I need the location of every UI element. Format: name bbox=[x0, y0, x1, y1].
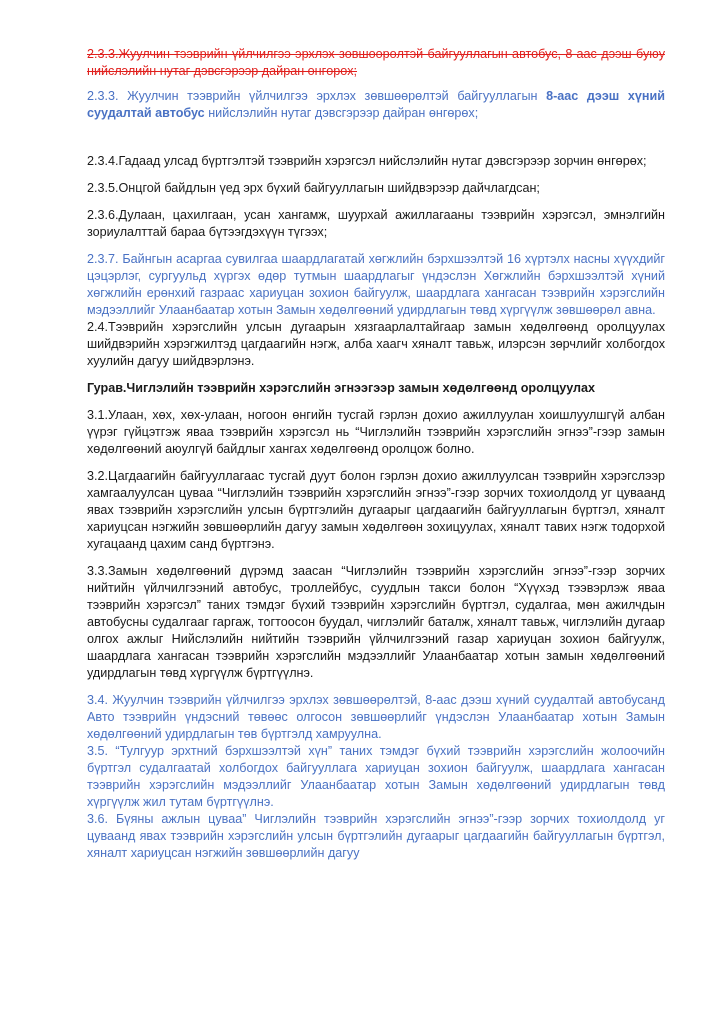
paragraph-2-3-3-text-c: нийслэлийн нутаг дэвсгэрээр дайран өнгөрөх; bbox=[204, 106, 479, 120]
paragraph-3-6: 3.6. Бүяны ажлын цуваа” Чиглэлийн тээврийн хэрэгслийн эгнээ”-гээр зорчих тохиолдолд уг цуваанд явах тээврийн хэрэгслийн улсын бүртгэлийн дугаарыг цагдаагийн байгууллагын бүртгэл, хяналт хариуцсан нэгжийн зөвшөөрлийн дагуу bbox=[87, 812, 665, 860]
paragraph-2-3-3-revised bbox=[87, 88, 665, 122]
paragraph-2-3-3-deleted: 2.3.3.Жуулчин тээврийн үйлчилгээ эрхлэх зөвшөөрөлтэй байгууллагын автобус, 8-аас дээш буюу нийслэлийн нутаг дэвсгэрээр дайран өнгөрөх; bbox=[87, 47, 665, 78]
paragraph-2-3-5: 2.3.5.Онцгой байдлын үед эрх бүхий байгууллагын шийдвэрээр дайчлагдсан; bbox=[87, 181, 540, 195]
paragraph-3-5: 3.5. “Тулгуур эрхтний бэрхшээлтэй хүн” таних тэмдэг бүхий тээврийн хэрэгслийн жолоочийн бүртгэл судалгаатай холбогдох байгууллага хариуцан зохион байгуулж, шаардлага хангасан тээврийн хэрэгслийн мэдээллийг Улаанбаатар хотын Замын хөдөлгөөний удирдлагын төвд хүргүүлж жил тутам бүртгүүлнэ. bbox=[87, 744, 665, 809]
paragraph-3-2: 3.2.Цагдаагийн байгууллагаас тусгай дуут болон гэрлэн дохио ажиллуулсан тээврийн хэрэгслээр хамгаалуулсан цуваа “Чиглэлийн тээврийн хэрэгслийн эгнээ”-гээр зорчих тохиолдолд уг цуваанд явах тээврийн хэрэгслийн улсын бүртгэлийн дугаарыг цагдаагийн байгууллагын бүртгэл, хяналт хариуцсан нэгжийн зөвшөөрлийн дагуу замын хөдөлгөөн зохицуулах, хяналт тавих нэгж тодорхой хугацаанд цахим санд бүртгэнэ. bbox=[87, 469, 665, 551]
paragraph-2-3-7: 2.3.7. Байнгын асаргаа сувилгаа шаардлагатай хөгжлийн бэрхшээлтэй 16 хүртэлх насны хүүхдийг цэцэрлэг, сургуульд хүргэх өдөр тутмын шаардлагыг үндэслэн Хөгжлийн бэрхшээлтэй хүний хөгжлийн ерөнхий газраас хариуцан зохион байгуулж, шаардлага хангасан тээврийн хэрэгслийн мэдээллийг Улаанбаатар хотын Замын хөдөлгөөний удирдлагын төвд хүргүүлж зөвшөөрөл авна. bbox=[87, 252, 665, 317]
paragraph-2-3-3-bold-emphasis: 8-аас дээш хүний суудалтай автобус bbox=[87, 89, 665, 120]
paragraph-3-3: 3.3.Замын хөдөлгөөний дүрэмд заасан “Чиглэлийн тээврийн хэрэгслийн эгнээ”-гээр зорчих нийтийн үйлчилгээний автобус, троллейбус, суудлын такси болон “Хүүхэд тээвэрлэж яваа тээврийн хэрэгсэл” таних тэмдэг бүхий тээврийн хэрэгслийн бүртгэл, судалгаа, мөн ажилчдын автобусны судалгааг гаргаж, тогтоосон буудал, чиглэлийг баталж, хяналт тавьж, чиглэлийн дугаар олгох ажлыг Нийслэлийн нийтийн тээврийн үйлчилгээний газар хариуцан зохион байгуулж, шаардлага хангасан тээврийн хэрэгслийн мэдээллийг Улаанбаатар хотын замын хөдөлгөөний удирдлагын төвд хүргүүлж бүртгүүлнэ. bbox=[87, 564, 665, 680]
paragraph-2-4: 2.4.Тээврийн хэрэгслийн улсын дугаарын хязгаарлалтайгаар замын хөдөлгөөнд оролцуулах шийдвэрийн хэрэгжилтэд цагдаагийн нэгж, алба хаагч хяналт тавьж, илэрсэн зөрчлийг холбогдох хуулийн дагуу шийдвэрлэнэ. bbox=[87, 320, 665, 368]
paragraph-2-3-4: 2.3.4.Гадаад улсад бүртгэлтэй тээврийн хэрэгсэл нийслэлийн нутаг дэвсгэрээр зорчин өнгөрөх; bbox=[87, 154, 647, 168]
section-heading-three: Гурав.Чиглэлийн тээврийн хэрэгслийн эгнээгээр замын хөдөлгөөнд оролцуулах bbox=[87, 381, 596, 395]
paragraph-3-1: 3.1.Улаан, хөх, хөх-улаан, ногоон өнгийн тусгай гэрлэн дохио ажиллуулан хоишлуулшгүй албан үүрэг гүйцэтгэж яваа тээврийн хэрэгсэл нь “Чиглэлийн тээврийн хэрэгслийн эгнээ”-гээр замын хөдөлгөөний аюулгүй байдлыг хангах хөдөлгөөнд оролцож болно. bbox=[87, 408, 665, 456]
paragraph-2-3-6: 2.3.6.Дулаан, цахилгаан, усан хангамж, шуурхай ажиллагааны тээврийн хэрэгсэл, эмнэлгийн зориулалттай бараа бүтээгдэхүүн түгээх; bbox=[87, 208, 665, 239]
paragraph-3-4: 3.4. Жуулчин тээврийн үйлчилгээ эрхлэх зөвшөөрөлтэй, 8-аас дээш хүний суудалтай автобусанд Авто тээврийн үндэсний төвөөс олгосон зөвшөөрлийг үндэслэн Улаанбаатар хотын Замын хөдөлгөөний удирдлагын төв бүртгэлд хамруулна. bbox=[87, 693, 665, 741]
paragraph-2-3-3-text-a: 2.3.3. Жуулчин тээврийн үйлчилгээ эрхлэх зөвшөөрөлтэй байгууллагын bbox=[87, 89, 547, 103]
